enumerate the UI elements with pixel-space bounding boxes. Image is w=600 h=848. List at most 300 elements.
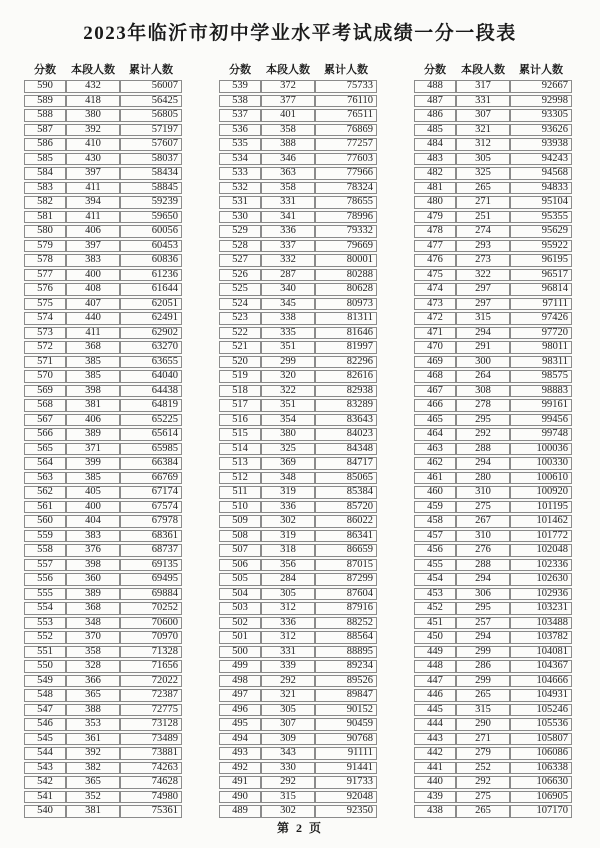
segment-count-cell: 319 bbox=[261, 486, 315, 499]
score-cell: 501 bbox=[219, 631, 261, 644]
score-cell: 471 bbox=[414, 327, 456, 340]
table-row bbox=[24, 225, 182, 238]
cumulative-count-cell: 68737 bbox=[120, 544, 182, 557]
table-row bbox=[219, 254, 377, 267]
segment-count-cell: 294 bbox=[456, 327, 510, 340]
cumulative-count-cell: 67174 bbox=[120, 486, 182, 499]
segment-count-cell: 397 bbox=[66, 240, 120, 253]
table-row bbox=[24, 646, 182, 659]
segment-count-cell: 305 bbox=[261, 588, 315, 601]
table-row bbox=[414, 472, 572, 485]
table-row bbox=[219, 559, 377, 572]
cumulative-count-cell: 94243 bbox=[510, 153, 572, 166]
score-cell: 452 bbox=[414, 602, 456, 615]
segment-count-cell: 251 bbox=[456, 211, 510, 224]
cumulative-count-cell: 73489 bbox=[120, 733, 182, 746]
cumulative-count-cell: 57607 bbox=[120, 138, 182, 151]
table-body bbox=[414, 80, 572, 818]
cumulative-count-cell: 95104 bbox=[510, 196, 572, 209]
table-row bbox=[414, 182, 572, 195]
table-row bbox=[414, 457, 572, 470]
score-cell: 466 bbox=[414, 399, 456, 412]
segment-count-cell: 358 bbox=[261, 124, 315, 137]
table-row bbox=[24, 341, 182, 354]
segment-count-cell: 432 bbox=[66, 80, 120, 93]
cumulative-count-cell: 74980 bbox=[120, 791, 182, 804]
score-cell: 468 bbox=[414, 370, 456, 383]
table-row bbox=[24, 689, 182, 702]
segment-count-cell: 385 bbox=[66, 370, 120, 383]
segment-count-cell: 284 bbox=[261, 573, 315, 586]
table-row bbox=[219, 124, 377, 137]
segment-count-cell: 307 bbox=[261, 718, 315, 731]
score-cell: 521 bbox=[219, 341, 261, 354]
segment-count-cell: 315 bbox=[456, 312, 510, 325]
cumulative-count-cell: 97720 bbox=[510, 327, 572, 340]
segment-count-cell: 330 bbox=[261, 762, 315, 775]
cumulative-count-cell: 77257 bbox=[315, 138, 377, 151]
score-cell: 479 bbox=[414, 211, 456, 224]
cumulative-count-cell: 102936 bbox=[510, 588, 572, 601]
cumulative-count-cell: 102048 bbox=[510, 544, 572, 557]
table-row bbox=[414, 225, 572, 238]
segment-count-cell: 292 bbox=[456, 428, 510, 441]
table-row bbox=[219, 501, 377, 514]
cumulative-count-cell: 90152 bbox=[315, 704, 377, 717]
cumulative-count-cell: 57197 bbox=[120, 124, 182, 137]
table-row bbox=[414, 689, 572, 702]
segment-count-cell: 278 bbox=[456, 399, 510, 412]
table-row bbox=[414, 370, 572, 383]
score-cell: 575 bbox=[24, 298, 66, 311]
table-row bbox=[414, 602, 572, 615]
cumulative-count-cell: 92998 bbox=[510, 95, 572, 108]
score-cell: 502 bbox=[219, 617, 261, 630]
segment-count-cell: 312 bbox=[261, 631, 315, 644]
cumulative-count-cell: 96195 bbox=[510, 254, 572, 267]
table-row bbox=[414, 167, 572, 180]
segment-count-cell: 410 bbox=[66, 138, 120, 151]
score-table-left bbox=[24, 59, 182, 820]
segment-count-cell: 385 bbox=[66, 472, 120, 485]
cumulative-count-cell: 85720 bbox=[315, 501, 377, 514]
table-row bbox=[414, 588, 572, 601]
cumulative-count-cell: 94833 bbox=[510, 182, 572, 195]
score-cell: 474 bbox=[414, 283, 456, 296]
cumulative-count-cell: 106338 bbox=[510, 762, 572, 775]
segment-count-cell: 294 bbox=[456, 457, 510, 470]
score-cell: 555 bbox=[24, 588, 66, 601]
score-cell: 565 bbox=[24, 443, 66, 456]
score-cell: 467 bbox=[414, 385, 456, 398]
table-row bbox=[414, 109, 572, 122]
table-row bbox=[414, 805, 572, 818]
score-cell: 477 bbox=[414, 240, 456, 253]
score-cell: 588 bbox=[24, 109, 66, 122]
cumulative-count-cell: 80973 bbox=[315, 298, 377, 311]
table-row bbox=[24, 515, 182, 528]
score-cell: 587 bbox=[24, 124, 66, 137]
table-row bbox=[219, 646, 377, 659]
segment-count-cell: 341 bbox=[261, 211, 315, 224]
table-row bbox=[414, 573, 572, 586]
score-cell: 590 bbox=[24, 80, 66, 93]
score-cell: 438 bbox=[414, 805, 456, 818]
cumulative-count-cell: 104931 bbox=[510, 689, 572, 702]
table-row bbox=[414, 762, 572, 775]
cumulative-count-cell: 61644 bbox=[120, 283, 182, 296]
score-cell: 511 bbox=[219, 486, 261, 499]
table-row bbox=[219, 530, 377, 543]
score-cell: 457 bbox=[414, 530, 456, 543]
score-cell: 586 bbox=[24, 138, 66, 151]
score-cell: 489 bbox=[219, 805, 261, 818]
cumulative-count-cell: 103782 bbox=[510, 631, 572, 644]
score-cell: 531 bbox=[219, 196, 261, 209]
score-cell: 556 bbox=[24, 573, 66, 586]
table-row bbox=[24, 211, 182, 224]
score-cell: 473 bbox=[414, 298, 456, 311]
cumulative-count-cell: 105807 bbox=[510, 733, 572, 746]
table-header bbox=[24, 61, 182, 78]
score-cell: 484 bbox=[414, 138, 456, 151]
score-table-middle bbox=[219, 59, 377, 820]
score-cell: 537 bbox=[219, 109, 261, 122]
score-cell: 488 bbox=[414, 80, 456, 93]
table-row bbox=[219, 472, 377, 485]
table-row bbox=[414, 153, 572, 166]
cumulative-count-cell: 60836 bbox=[120, 254, 182, 267]
segment-count-cell: 394 bbox=[66, 196, 120, 209]
table-row bbox=[414, 718, 572, 731]
segment-count-cell: 265 bbox=[456, 182, 510, 195]
table-row bbox=[414, 747, 572, 760]
cumulative-count-cell: 80001 bbox=[315, 254, 377, 267]
table-row bbox=[24, 283, 182, 296]
cumulative-count-cell: 74263 bbox=[120, 762, 182, 775]
table-row bbox=[24, 443, 182, 456]
header-row bbox=[219, 61, 377, 78]
segment-count-cell: 308 bbox=[456, 385, 510, 398]
score-cell: 496 bbox=[219, 704, 261, 717]
cumulative-count-cell: 69135 bbox=[120, 559, 182, 572]
segment-count-cell: 309 bbox=[261, 733, 315, 746]
table-row bbox=[219, 385, 377, 398]
score-cell: 517 bbox=[219, 399, 261, 412]
segment-count-cell: 295 bbox=[456, 602, 510, 615]
table-row bbox=[24, 196, 182, 209]
table-row bbox=[414, 486, 572, 499]
cumulative-count-cell: 66384 bbox=[120, 457, 182, 470]
table-row bbox=[24, 385, 182, 398]
segment-count-cell: 336 bbox=[261, 617, 315, 630]
cumulative-count-cell: 70970 bbox=[120, 631, 182, 644]
score-cell: 498 bbox=[219, 675, 261, 688]
table-row bbox=[24, 733, 182, 746]
segment-count-cell: 322 bbox=[261, 385, 315, 398]
table-row bbox=[414, 675, 572, 688]
table-row bbox=[414, 385, 572, 398]
cumulative-count-cell: 86022 bbox=[315, 515, 377, 528]
cumulative-count-cell: 100920 bbox=[510, 486, 572, 499]
cumulative-count-cell: 72387 bbox=[120, 689, 182, 702]
score-cell: 463 bbox=[414, 443, 456, 456]
column-header: 累计人数 bbox=[519, 64, 563, 76]
score-cell: 579 bbox=[24, 240, 66, 253]
table-row bbox=[24, 573, 182, 586]
segment-count-cell: 368 bbox=[66, 602, 120, 615]
cumulative-count-cell: 80628 bbox=[315, 283, 377, 296]
table-row bbox=[414, 283, 572, 296]
table-row bbox=[414, 312, 572, 325]
segment-count-cell: 380 bbox=[261, 428, 315, 441]
table-row bbox=[24, 559, 182, 572]
cumulative-count-cell: 70252 bbox=[120, 602, 182, 615]
segment-count-cell: 299 bbox=[456, 675, 510, 688]
table-row bbox=[24, 501, 182, 514]
score-cell: 573 bbox=[24, 327, 66, 340]
table-row bbox=[24, 124, 182, 137]
score-cell: 462 bbox=[414, 457, 456, 470]
cumulative-count-cell: 75733 bbox=[315, 80, 377, 93]
table-row bbox=[219, 109, 377, 122]
cumulative-count-cell: 87916 bbox=[315, 602, 377, 615]
segment-count-cell: 411 bbox=[66, 327, 120, 340]
segment-count-cell: 348 bbox=[66, 617, 120, 630]
segment-count-cell: 372 bbox=[261, 80, 315, 93]
score-cell: 469 bbox=[414, 356, 456, 369]
table-row bbox=[219, 414, 377, 427]
table-row bbox=[414, 356, 572, 369]
segment-count-cell: 407 bbox=[66, 298, 120, 311]
table-row bbox=[219, 153, 377, 166]
cumulative-count-cell: 82938 bbox=[315, 385, 377, 398]
segment-count-cell: 299 bbox=[261, 356, 315, 369]
cumulative-count-cell: 85384 bbox=[315, 486, 377, 499]
table-row bbox=[219, 341, 377, 354]
segment-count-cell: 406 bbox=[66, 414, 120, 427]
segment-count-cell: 381 bbox=[66, 399, 120, 412]
segment-count-cell: 332 bbox=[261, 254, 315, 267]
table-row bbox=[414, 733, 572, 746]
score-cell: 574 bbox=[24, 312, 66, 325]
cumulative-count-cell: 73881 bbox=[120, 747, 182, 760]
score-cell: 539 bbox=[219, 80, 261, 93]
table-row bbox=[414, 327, 572, 340]
score-cell: 485 bbox=[414, 124, 456, 137]
score-cell: 449 bbox=[414, 646, 456, 659]
segment-count-cell: 376 bbox=[66, 544, 120, 557]
score-cell: 529 bbox=[219, 225, 261, 238]
segment-count-cell: 418 bbox=[66, 95, 120, 108]
cumulative-count-cell: 106905 bbox=[510, 791, 572, 804]
segment-count-cell: 294 bbox=[456, 573, 510, 586]
segment-count-cell: 398 bbox=[66, 559, 120, 572]
score-cell: 500 bbox=[219, 646, 261, 659]
segment-count-cell: 368 bbox=[66, 341, 120, 354]
cumulative-count-cell: 81311 bbox=[315, 312, 377, 325]
cumulative-count-cell: 98311 bbox=[510, 356, 572, 369]
cumulative-count-cell: 99161 bbox=[510, 399, 572, 412]
segment-count-cell: 335 bbox=[261, 327, 315, 340]
cumulative-count-cell: 65985 bbox=[120, 443, 182, 456]
segment-count-cell: 338 bbox=[261, 312, 315, 325]
cumulative-count-cell: 65614 bbox=[120, 428, 182, 441]
segment-count-cell: 383 bbox=[66, 530, 120, 543]
cumulative-count-cell: 82616 bbox=[315, 370, 377, 383]
cumulative-count-cell: 104081 bbox=[510, 646, 572, 659]
table-row bbox=[24, 254, 182, 267]
table-row bbox=[219, 283, 377, 296]
cumulative-count-cell: 60056 bbox=[120, 225, 182, 238]
score-cell: 560 bbox=[24, 515, 66, 528]
score-cell: 569 bbox=[24, 385, 66, 398]
segment-count-cell: 264 bbox=[456, 370, 510, 383]
cumulative-count-cell: 78996 bbox=[315, 211, 377, 224]
column-header: 本段人数 bbox=[71, 64, 115, 76]
score-cell: 478 bbox=[414, 225, 456, 238]
segment-count-cell: 369 bbox=[261, 457, 315, 470]
segment-count-cell: 319 bbox=[261, 530, 315, 543]
segment-count-cell: 351 bbox=[261, 399, 315, 412]
cumulative-count-cell: 104666 bbox=[510, 675, 572, 688]
table-row bbox=[24, 805, 182, 818]
score-cell: 558 bbox=[24, 544, 66, 557]
table-row bbox=[24, 602, 182, 615]
score-cell: 460 bbox=[414, 486, 456, 499]
table-row bbox=[219, 443, 377, 456]
score-cell: 583 bbox=[24, 182, 66, 195]
table-row bbox=[24, 153, 182, 166]
score-cell: 512 bbox=[219, 472, 261, 485]
table-row bbox=[414, 428, 572, 441]
cumulative-count-cell: 68361 bbox=[120, 530, 182, 543]
column-header: 累计人数 bbox=[129, 64, 173, 76]
cumulative-count-cell: 101462 bbox=[510, 515, 572, 528]
table-row bbox=[219, 573, 377, 586]
segment-count-cell: 398 bbox=[66, 385, 120, 398]
cumulative-count-cell: 76511 bbox=[315, 109, 377, 122]
segment-count-cell: 405 bbox=[66, 486, 120, 499]
score-cell: 540 bbox=[24, 805, 66, 818]
cumulative-count-cell: 73128 bbox=[120, 718, 182, 731]
cumulative-count-cell: 91441 bbox=[315, 762, 377, 775]
cumulative-count-cell: 62491 bbox=[120, 312, 182, 325]
table-row bbox=[414, 704, 572, 717]
score-cell: 441 bbox=[414, 762, 456, 775]
cumulative-count-cell: 99748 bbox=[510, 428, 572, 441]
segment-count-cell: 294 bbox=[456, 631, 510, 644]
cumulative-count-cell: 65225 bbox=[120, 414, 182, 427]
table-row bbox=[24, 704, 182, 717]
segment-count-cell: 385 bbox=[66, 356, 120, 369]
cumulative-count-cell: 105246 bbox=[510, 704, 572, 717]
cumulative-count-cell: 105536 bbox=[510, 718, 572, 731]
table-row bbox=[219, 182, 377, 195]
table-row bbox=[414, 646, 572, 659]
segment-count-cell: 299 bbox=[456, 646, 510, 659]
table-row bbox=[219, 791, 377, 804]
score-cell: 545 bbox=[24, 733, 66, 746]
table-row bbox=[414, 414, 572, 427]
table-row bbox=[24, 80, 182, 93]
cumulative-count-cell: 89526 bbox=[315, 675, 377, 688]
cumulative-count-cell: 58037 bbox=[120, 153, 182, 166]
score-cell: 518 bbox=[219, 385, 261, 398]
table-row bbox=[414, 776, 572, 789]
cumulative-count-cell: 69884 bbox=[120, 588, 182, 601]
column-header: 累计人数 bbox=[324, 64, 368, 76]
score-cell: 526 bbox=[219, 269, 261, 282]
segment-count-cell: 288 bbox=[456, 443, 510, 456]
cumulative-count-cell: 63270 bbox=[120, 341, 182, 354]
cumulative-count-cell: 93626 bbox=[510, 124, 572, 137]
segment-count-cell: 292 bbox=[261, 675, 315, 688]
cumulative-count-cell: 78324 bbox=[315, 182, 377, 195]
segment-count-cell: 365 bbox=[66, 689, 120, 702]
score-cell: 507 bbox=[219, 544, 261, 557]
segment-count-cell: 411 bbox=[66, 182, 120, 195]
table-header bbox=[219, 61, 377, 78]
table-row bbox=[219, 733, 377, 746]
column-header: 分数 bbox=[229, 64, 251, 76]
cumulative-count-cell: 88252 bbox=[315, 617, 377, 630]
cumulative-count-cell: 95922 bbox=[510, 240, 572, 253]
score-cell: 506 bbox=[219, 559, 261, 572]
score-cell: 446 bbox=[414, 689, 456, 702]
score-cell: 528 bbox=[219, 240, 261, 253]
score-cell: 505 bbox=[219, 573, 261, 586]
score-cell: 536 bbox=[219, 124, 261, 137]
score-cell: 451 bbox=[414, 617, 456, 630]
table-row bbox=[219, 689, 377, 702]
segment-count-cell: 383 bbox=[66, 254, 120, 267]
segment-count-cell: 336 bbox=[261, 225, 315, 238]
table-row bbox=[24, 486, 182, 499]
segment-count-cell: 356 bbox=[261, 559, 315, 572]
segment-count-cell: 381 bbox=[66, 805, 120, 818]
table-row bbox=[219, 631, 377, 644]
score-cell: 568 bbox=[24, 399, 66, 412]
table-row bbox=[414, 138, 572, 151]
cumulative-count-cell: 99456 bbox=[510, 414, 572, 427]
segment-count-cell: 292 bbox=[261, 776, 315, 789]
table-row bbox=[24, 356, 182, 369]
table-row bbox=[24, 675, 182, 688]
table-row bbox=[219, 776, 377, 789]
segment-count-cell: 343 bbox=[261, 747, 315, 760]
segment-count-cell: 331 bbox=[261, 646, 315, 659]
cumulative-count-cell: 94568 bbox=[510, 167, 572, 180]
table-row bbox=[219, 515, 377, 528]
cumulative-count-cell: 61236 bbox=[120, 269, 182, 282]
table-row bbox=[24, 762, 182, 775]
cumulative-count-cell: 62902 bbox=[120, 327, 182, 340]
cumulative-count-cell: 84023 bbox=[315, 428, 377, 441]
cumulative-count-cell: 100610 bbox=[510, 472, 572, 485]
score-cell: 504 bbox=[219, 588, 261, 601]
segment-count-cell: 388 bbox=[261, 138, 315, 151]
score-cell: 444 bbox=[414, 718, 456, 731]
cumulative-count-cell: 98883 bbox=[510, 385, 572, 398]
table-row bbox=[219, 225, 377, 238]
segment-count-cell: 265 bbox=[456, 689, 510, 702]
segment-count-cell: 275 bbox=[456, 501, 510, 514]
column-header: 本段人数 bbox=[266, 64, 310, 76]
cumulative-count-cell: 80288 bbox=[315, 269, 377, 282]
segment-count-cell: 276 bbox=[456, 544, 510, 557]
table-row bbox=[414, 443, 572, 456]
